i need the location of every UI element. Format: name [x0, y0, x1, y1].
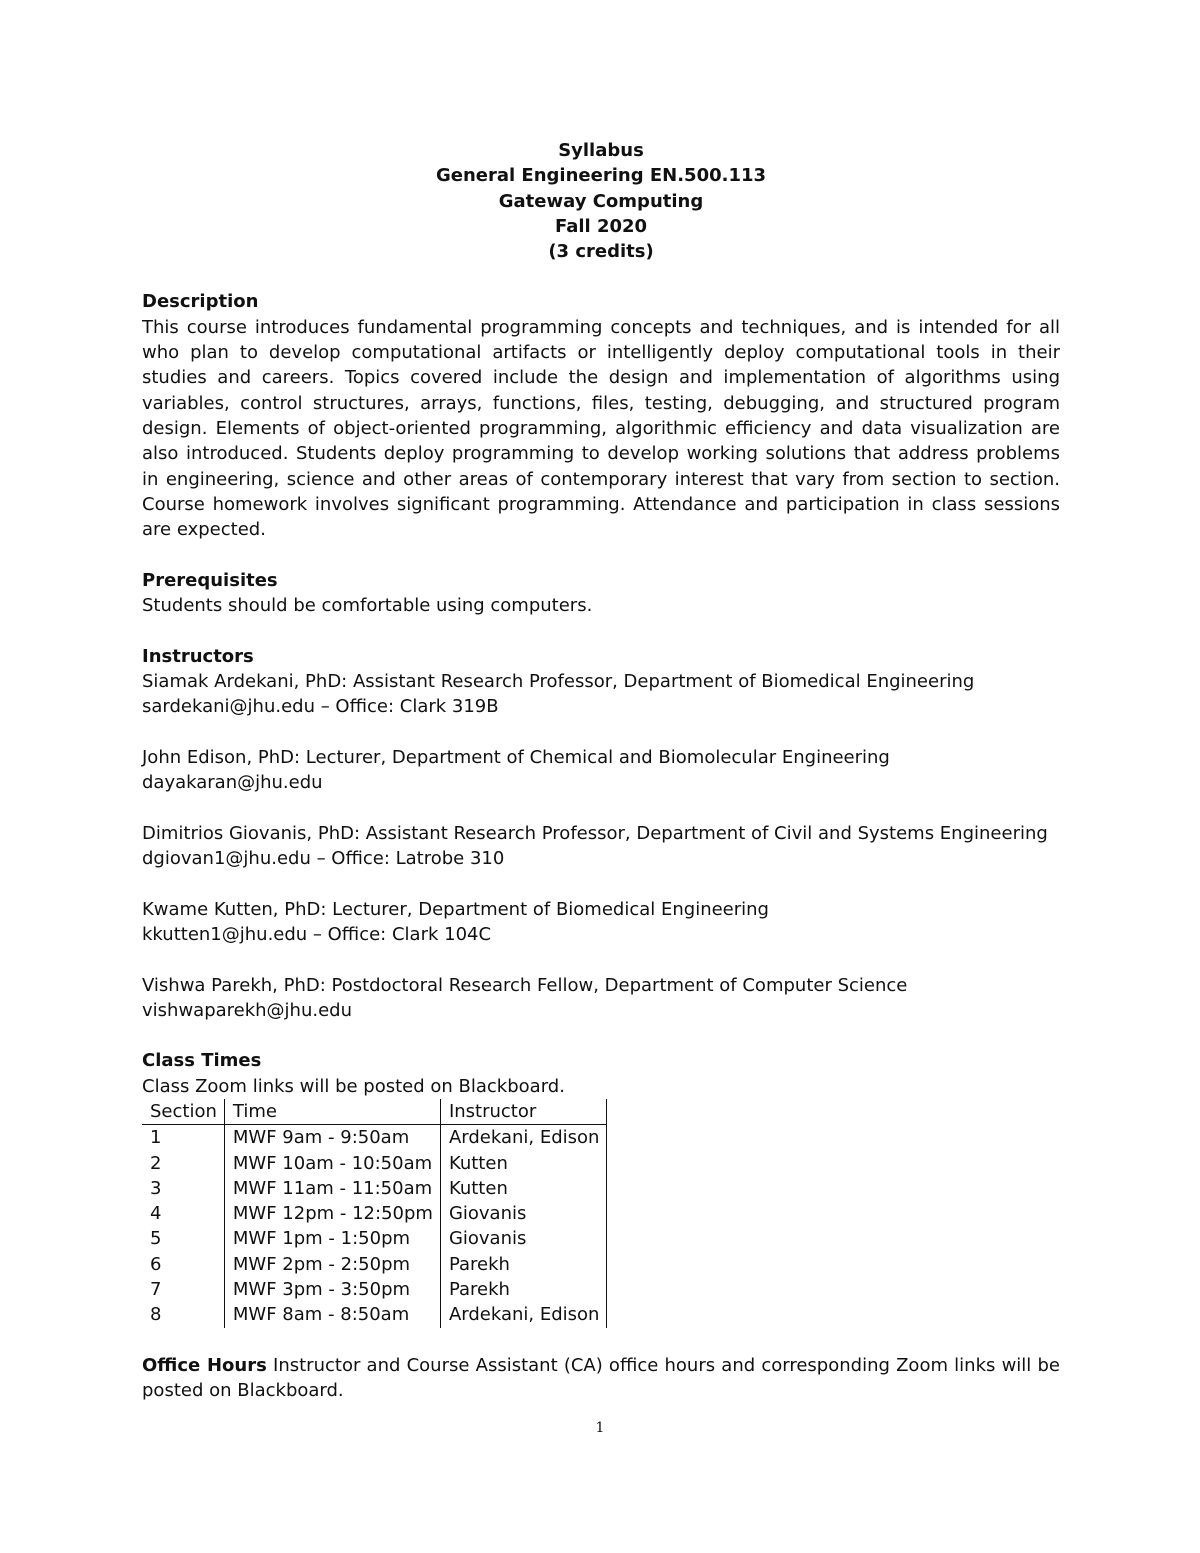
instructor-title: John Edison, PhD: Lecturer, Department of Chemical and Biomolecular Engineering: [142, 746, 890, 768]
instructor-entry: [142, 821, 1060, 872]
term: Fall 2020: [554, 215, 648, 237]
section-cell: 4: [150, 1203, 162, 1225]
time-cell: MWF 8am - 8:50am: [224, 1302, 440, 1327]
doc-title: Syllabus: [558, 140, 644, 161]
course-code: General Engineering EN.500.113: [435, 165, 767, 187]
table-row: [142, 1176, 607, 1201]
instructor-cell: Kutten: [440, 1176, 607, 1201]
instructor-contact: dayakaran@jhu.edu: [142, 772, 323, 794]
instructor-cell: Giovanis: [440, 1201, 607, 1226]
class-times-note: Class Zoom links will be posted on Blackboard.: [142, 1075, 565, 1097]
class-times-heading: Class Times: [142, 1050, 262, 1072]
syllabus-page: [142, 138, 1060, 1404]
instructor-entry: [142, 745, 1060, 796]
office-hours-section: [142, 1353, 1060, 1404]
instructor-cell: Ardekani, Edison: [440, 1302, 607, 1327]
prerequisites-section: [142, 568, 1060, 619]
prerequisites-text: Students should be comfortable using computers.: [142, 595, 593, 617]
table-row: [142, 1201, 607, 1226]
section-cell: 2: [150, 1152, 162, 1174]
instructor-cell: Giovanis: [440, 1226, 607, 1251]
office-hours-heading: Office Hours: [142, 1354, 267, 1376]
time-cell: MWF 11am - 11:50am: [224, 1176, 440, 1201]
section-cell: 7: [150, 1279, 162, 1301]
instructor-entry: [142, 669, 1060, 720]
time-cell: MWF 2pm - 2:50pm: [224, 1252, 440, 1277]
table-row: [142, 1252, 607, 1277]
description-section: [142, 289, 1060, 542]
table-header-row: [142, 1099, 607, 1125]
column-header: Time: [224, 1099, 440, 1125]
section-cell: 1: [150, 1127, 162, 1149]
section-cell: 8: [150, 1304, 162, 1326]
column-header: Instructor: [440, 1099, 607, 1125]
instructor-title: Vishwa Parekh, PhD: Postdoctoral Research Fellow, Department of Computer Science: [142, 974, 908, 996]
time-cell: MWF 9am - 9:50am: [224, 1125, 440, 1151]
schedule-table: [142, 1099, 607, 1328]
instructor-contact: vishwaparekh@jhu.edu: [142, 999, 353, 1021]
prerequisites-heading: Prerequisites: [142, 569, 278, 591]
table-row: [142, 1226, 607, 1251]
instructor-title: Dimitrios Giovanis, PhD: Assistant Research Professor, Department of Civil and Systems Engineering: [142, 822, 1048, 844]
time-cell: MWF 1pm - 1:50pm: [224, 1226, 440, 1251]
instructor-cell: Parekh: [440, 1277, 607, 1302]
column-header: Section: [142, 1099, 224, 1125]
office-hours-text: Instructor and Course Assistant (CA) office hours and corresponding Zoom links will be posted on Blackboard.: [142, 1354, 1060, 1402]
course-name: Gateway Computing: [498, 190, 704, 212]
instructor-cell: Kutten: [440, 1151, 607, 1176]
instructor-contact: sardekani@jhu.edu – Office: Clark 319B: [142, 696, 499, 718]
time-cell: MWF 10am - 10:50am: [224, 1151, 440, 1176]
instructors-section: [142, 644, 1060, 1023]
instructors-heading: Instructors: [142, 645, 254, 667]
title-block: [142, 138, 1060, 264]
instructor-cell: Parekh: [440, 1252, 607, 1277]
description-text: This course introduces fundamental programming concepts and techniques, and is intended for all who plan to develop computational artifacts or intelligently deploy computational tools in their studies and careers. Topics covered include the design and implementation of algorithms using variables, control structures, arrays, functions, files, testing, debugging, and structured program design. Elements of object-oriented programming, algorithmic efficiency and data visualization are also introduced. Students deploy programming to develop working solutions that address problems in engineering, science and other areas of contemporary interest that vary from section to section. Course homework involves significant programming. Attendance and participation in class sessions are expected.: [142, 316, 1060, 541]
instructor-entry: [142, 973, 1060, 1024]
table-row: [142, 1277, 607, 1302]
instructor-entry: [142, 897, 1060, 948]
time-cell: MWF 3pm - 3:50pm: [224, 1277, 440, 1302]
description-heading: Description: [142, 291, 259, 313]
time-cell: MWF 12pm - 12:50pm: [224, 1201, 440, 1226]
section-cell: 5: [150, 1228, 162, 1250]
table-row: [142, 1125, 607, 1151]
instructor-title: Siamak Ardekani, PhD: Assistant Research Professor, Department of Biomedical Engineering: [142, 670, 975, 692]
section-cell: 3: [150, 1177, 162, 1199]
page-number: 1: [595, 1420, 605, 1436]
table-row: [142, 1302, 607, 1327]
class-times-section: [142, 1048, 1060, 1327]
table-row: [142, 1151, 607, 1176]
section-cell: 6: [150, 1253, 162, 1275]
instructor-title: Kwame Kutten, PhD: Lecturer, Department of Biomedical Engineering: [142, 898, 769, 920]
credits: (3 credits): [548, 241, 654, 263]
instructor-cell: Ardekani, Edison: [440, 1125, 607, 1151]
instructor-contact: kkutten1@jhu.edu – Office: Clark 104C: [142, 923, 492, 945]
instructor-contact: dgiovan1@jhu.edu – Office: Latrobe 310: [142, 848, 505, 870]
